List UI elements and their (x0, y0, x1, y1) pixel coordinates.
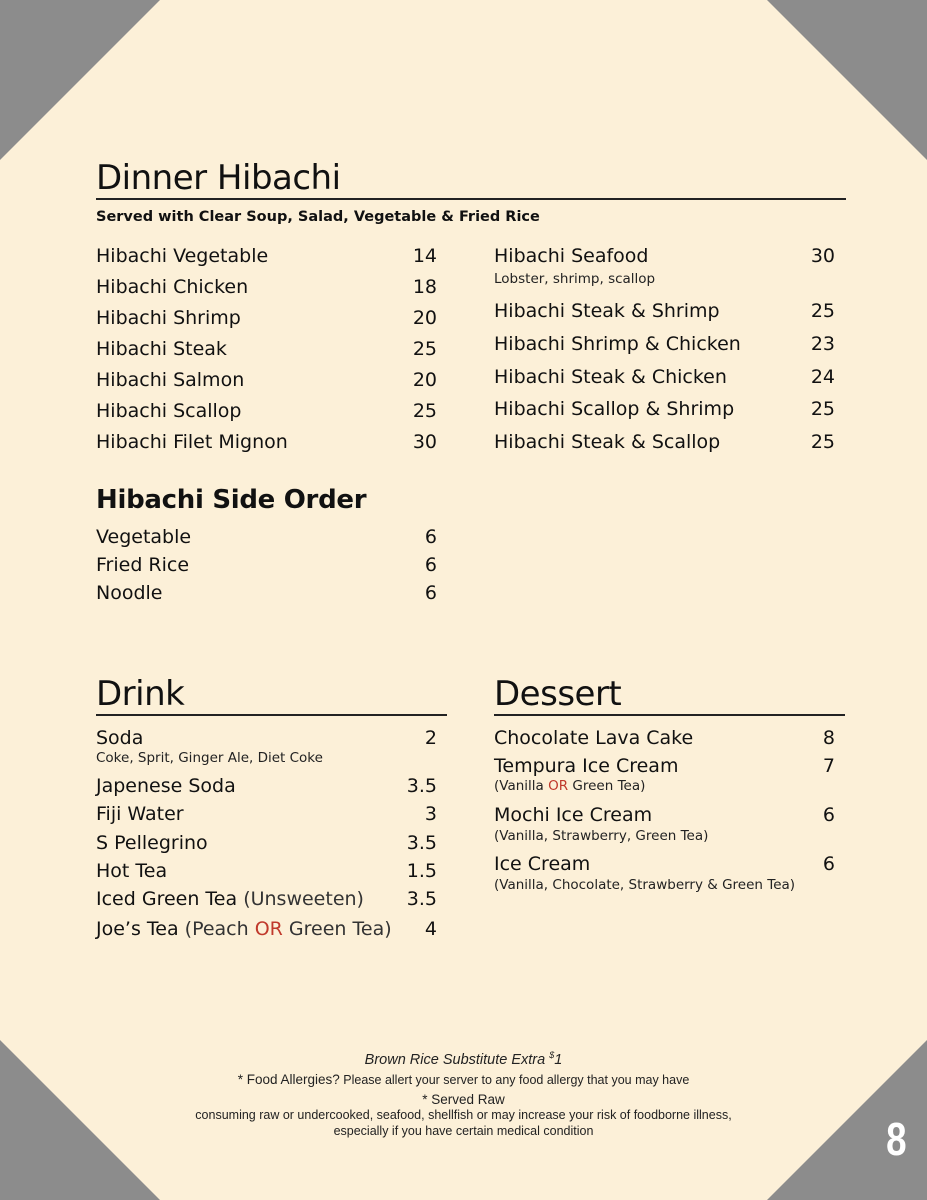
menu-item (96, 528, 437, 547)
item-name: Fried Rice (96, 554, 190, 576)
item-name: Hibachi Filet Mignon (96, 431, 288, 453)
dessert-divider (494, 714, 845, 716)
menu-item (96, 729, 437, 748)
item-description: (Vanilla OR Green Tea) (494, 778, 646, 794)
dessert-title: Dessert (494, 674, 622, 714)
side-order-title: Hibachi Side Order (96, 485, 367, 515)
menu-item (494, 368, 835, 387)
item-price: 25 (412, 400, 437, 422)
item-name: Tempura Ice Cream (494, 755, 679, 777)
item-description: (Vanilla, Chocolate, Strawberry & Green Tea) (494, 877, 796, 893)
item-name: Hibachi Scallop & Shrimp (494, 398, 735, 420)
item-name: Soda (96, 727, 144, 749)
menu-item (96, 556, 437, 575)
menu-item (494, 302, 835, 321)
item-price: 3.5 (406, 775, 437, 797)
item-name: Hibachi Steak & Chicken (494, 366, 727, 388)
menu-item (96, 890, 437, 909)
menu-item (96, 777, 437, 796)
item-name: Hibachi Chicken (96, 276, 249, 298)
menu-item (494, 400, 835, 419)
item-price: 7 (822, 755, 835, 777)
menu-item (96, 584, 437, 603)
item-price: 30 (412, 431, 437, 453)
served-raw-line-1: consuming raw or undercooked, seafood, shellfish or may increase your risk of foodborne illness, (195, 1108, 732, 1122)
item-name: Noodle (96, 582, 163, 604)
item-price: 24 (810, 366, 835, 388)
item-price: 30 (810, 245, 835, 267)
item-name: Ice Cream (494, 853, 591, 875)
item-price: 18 (412, 276, 437, 298)
item-price: 25 (412, 338, 437, 360)
menu-item (96, 805, 437, 824)
item-price: 20 (412, 307, 437, 329)
item-price: 1.5 (406, 860, 437, 882)
item-price: 4 (424, 918, 437, 940)
hibachi-divider (96, 198, 846, 200)
item-description: Lobster, shrimp, scallop (494, 271, 656, 287)
item-name: S Pellegrino (96, 832, 208, 854)
item-price: 25 (810, 300, 835, 322)
item-name: Hibachi Scallop (96, 400, 242, 422)
item-price: 3.5 (406, 888, 437, 910)
item-name: Hibachi Steak & Scallop (494, 431, 721, 453)
allergy-note: * Food Allergies? Please allert your server to any food allergy that you may have (237, 1072, 690, 1087)
item-price: 6 (822, 804, 835, 826)
item-name: Chocolate Lava Cake (494, 727, 694, 749)
item-name: Hibachi Seafood (494, 245, 649, 267)
item-name: Hibachi Vegetable (96, 245, 269, 267)
item-name: Hibachi Steak & Shrimp (494, 300, 720, 322)
menu-item (494, 335, 835, 354)
item-name: Mochi Ice Cream (494, 804, 653, 826)
menu-item (96, 309, 437, 328)
item-price: 23 (810, 333, 835, 355)
item-price: 6 (424, 526, 437, 548)
item-note: (Peach OR Green Tea) (184, 918, 392, 940)
drink-divider (96, 714, 447, 716)
menu-item (96, 340, 437, 359)
menu-item (494, 247, 835, 266)
hibachi-title: Dinner Hibachi (96, 158, 341, 198)
item-name: Joe’s Tea (96, 918, 179, 940)
item-price: 6 (424, 554, 437, 576)
item-price: 2 (424, 727, 437, 749)
item-name: Japenese Soda (96, 775, 236, 797)
item-price: 3.5 (406, 832, 437, 854)
item-name: Iced Green Tea (96, 888, 238, 910)
item-name: Vegetable (96, 526, 192, 548)
item-price: 14 (412, 245, 437, 267)
item-name: Hibachi Steak (96, 338, 227, 360)
item-description: (Vanilla, Strawberry, Green Tea) (494, 828, 709, 844)
item-name: Hot Tea (96, 860, 168, 882)
item-price: 3 (424, 803, 437, 825)
item-name: Hibachi Shrimp (96, 307, 241, 329)
menu-item (96, 402, 437, 421)
served-raw-label: * Served Raw (422, 1092, 505, 1107)
menu-item (96, 433, 437, 452)
item-name: Fiji Water (96, 803, 184, 825)
hibachi-subtitle: Served with Clear Soup, Salad, Vegetable & Fried Rice (96, 209, 540, 225)
menu-item (96, 834, 437, 853)
item-note: (Unsweeten) (243, 888, 364, 910)
item-description: Coke, Sprit, Ginger Ale, Diet Coke (96, 750, 323, 766)
menu-item (494, 806, 835, 825)
menu-item (96, 920, 437, 939)
served-raw-line-2: especially if you have certain medical condition (333, 1124, 594, 1138)
menu-item (96, 278, 437, 297)
brown-rice-note: Brown Rice Substitute Extra $1 (364, 1050, 563, 1068)
item-price: 6 (822, 853, 835, 875)
item-price: 20 (412, 369, 437, 391)
item-price: 25 (810, 398, 835, 420)
menu-item (494, 433, 835, 452)
item-price: 8 (822, 727, 835, 749)
menu-item (96, 862, 437, 881)
drink-title: Drink (96, 674, 185, 714)
item-price: 6 (424, 582, 437, 604)
item-name: Hibachi Shrimp & Chicken (494, 333, 741, 355)
menu-item (494, 855, 835, 874)
menu-item (96, 247, 437, 266)
menu-item (494, 729, 835, 748)
menu-item (96, 371, 437, 390)
page-number: 8 (886, 1113, 907, 1165)
item-price: 25 (810, 431, 835, 453)
menu-item (494, 757, 835, 776)
item-name: Hibachi Salmon (96, 369, 245, 391)
